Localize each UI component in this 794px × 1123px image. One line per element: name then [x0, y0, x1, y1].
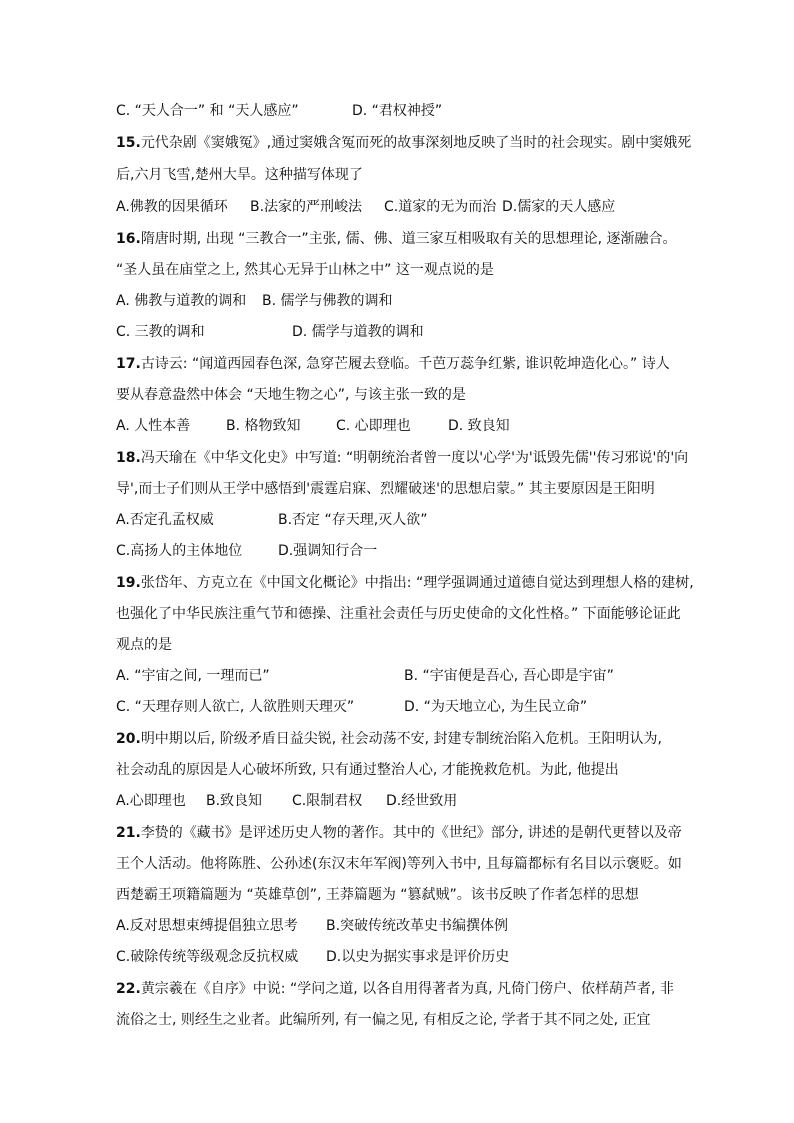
q14-option-c: C. “天人合一” 和 “天人感应”: [116, 103, 299, 119]
q19-number: 19.: [116, 575, 141, 591]
q20-option-a: A.心即理也: [116, 793, 186, 809]
q20-number: 20.: [116, 731, 141, 747]
q16-option-b: B. 儒学与佛教的调和: [262, 293, 393, 309]
q15-option-d: D.儒家的天人感应: [502, 199, 616, 215]
q21-option-d: D.以史为据实事求是评价历史: [326, 949, 510, 965]
q19-option-a: A. “宇宙之间, 一理而已”: [116, 668, 270, 684]
q20-text-1: 明中期以后, 阶级矛盾日益尖锐, 社会动荡不安, 封建专制统治陷入危机。王阳明认为,: [140, 731, 662, 747]
q21-option-b: B.突破传统改革史书编撰体例: [326, 918, 509, 934]
q18-stem-line-1: [116, 449, 689, 467]
q14-option-d: D. “君权神授”: [352, 103, 443, 119]
q18-option-d: D.强调知行合一: [278, 543, 378, 559]
q15-stem-line-2: 后,六月飞雪,楚州大旱。这种描写体现了: [116, 167, 363, 183]
q21-option-c: C.破除传统等级观念反抗权威: [116, 949, 299, 965]
q17-stem-line-2: 要从春意盎然中体会 “天地生物之心”, 与该主张一致的是: [116, 387, 466, 403]
q20-option-d: D.经世致用: [386, 793, 458, 809]
q16-option-c: C. 三教的调和: [116, 324, 205, 340]
q16-option-a: A. 佛教与道教的调和: [116, 293, 247, 309]
q17-text-1: 古诗云: “闻道西园春色深, 急穿芒履去登临。千芭万蕊争红紫, 谁识乾坤造化心。” 诗人: [140, 356, 670, 372]
q19-option-b: B. “宇宙便是吾心, 吾心即是宇宙”: [404, 668, 614, 684]
q15-text-1: 元代杂剧《窦娥冤》,通过窦娥含冤而死的故事深刻地反映了当时的社会现实。剧中窦娥死: [140, 135, 692, 151]
q17-number: 17.: [116, 356, 141, 372]
q19-stem-line-1: [116, 574, 694, 592]
q17-option-a: A. 人性本善: [116, 418, 191, 434]
q19-option-d: D. “为天地立心, 为生民立命”: [404, 699, 588, 715]
q15-stem-line-1: [116, 134, 692, 152]
q20-option-b: B.致良知: [206, 793, 263, 809]
q17-stem-line-1: [116, 355, 686, 373]
q18-number: 18.: [116, 450, 141, 466]
q21-text-1: 李贽的《藏书》是评述历史人物的著作。其中的《世纪》部分, 讲述的是朝代更替以及帝: [140, 825, 682, 841]
q16-stem-line-1: [116, 230, 686, 248]
q18-option-a: A.否定孔孟权威: [116, 512, 214, 528]
q18-option-c: C.高扬人的主体地位: [116, 543, 243, 559]
q15-option-c: C.道家的无为而治: [384, 199, 497, 215]
q22-number: 22.: [116, 981, 141, 997]
q19-text-1: 张岱年、方克立在《中国文化概论》中指出: “理学强调通过道德自觉达到理想人格的建树,: [140, 575, 694, 591]
q18-option-b: B.否定 “存天理,灭人欲”: [278, 512, 428, 528]
q18-stem-line-2: 导',而士子们则从王学中感悟到'震霆启寐、烈耀破迷'的思想启蒙。” 其主要原因是王阳明: [116, 481, 655, 497]
q19-option-c: C. “天理存则人欲亡, 人欲胜则天理灭”: [116, 699, 355, 715]
q22-text-1: 黄宗羲在《自序》中说: “学问之道, 以各自用得著者为真, 凡倚门傍户、依样葫芦者, 非: [140, 981, 674, 997]
q20-option-c: C.限制君权: [292, 793, 363, 809]
q20-stem-line-2: 社会动乱的原因是人心破坏所致, 只有通过整治人心, 才能挽救危机。为此, 他提出: [116, 762, 619, 778]
q21-number: 21.: [116, 825, 141, 841]
q21-stem-line-1: [116, 824, 686, 842]
q22-stem-line-1: [116, 980, 686, 998]
q20-stem-line-1: [116, 730, 686, 748]
q19-stem-line-2: 也强化了中华民族注重气节和德操、注重社会责任与历史使命的文化性格。” 下面能够论证此: [116, 606, 681, 622]
q16-text-1: 隋唐时期, 出现 “三教合一”主张, 儒、佛、道三家互相吸取有关的思想理论, 逐渐融合。: [140, 231, 677, 247]
q18-text-1: 冯天瑜在《中华文化史》中写道: “明朝统治者曾一度以'心学'为'诋毁先儒''传习邪说'的'向: [140, 450, 689, 466]
q21-stem-line-2: 王个人活动。他将陈胜、公孙述(东汉末年军阀)等列入书中, 且每篇都标有名目以示褒贬。如: [116, 856, 682, 872]
q16-number: 16.: [116, 231, 141, 247]
q15-option-a: A.佛教的因果循环: [116, 199, 228, 215]
q21-stem-line-3: 西楚霸王项籍篇题为 “英雄草创”, 王莽篇题为 “篡弑贼”。该书反映了作者怎样的思想: [116, 887, 639, 903]
q17-option-b: B. 格物致知: [226, 418, 301, 434]
q17-option-d: D. 致良知: [448, 418, 510, 434]
q16-option-d: D. 儒学与道教的调和: [292, 324, 424, 340]
q19-stem-line-3: 观点的是: [116, 637, 172, 653]
q22-stem-line-2: 流俗之士, 则经生之业者。此编所列, 有一偏之见, 有相反之论, 学者于其不同之处, 正宜: [116, 1012, 651, 1028]
q16-stem-line-2: “圣人虽在庙堂之上, 然其心无异于山林之中” 这一观点说的是: [116, 262, 494, 278]
q17-option-c: C. 心即理也: [336, 418, 411, 434]
q15-option-b: B.法家的严刑峻法: [250, 199, 363, 215]
q15-number: 15.: [116, 135, 141, 151]
q21-option-a: A.反对思想束缚提倡独立思考: [116, 918, 298, 934]
